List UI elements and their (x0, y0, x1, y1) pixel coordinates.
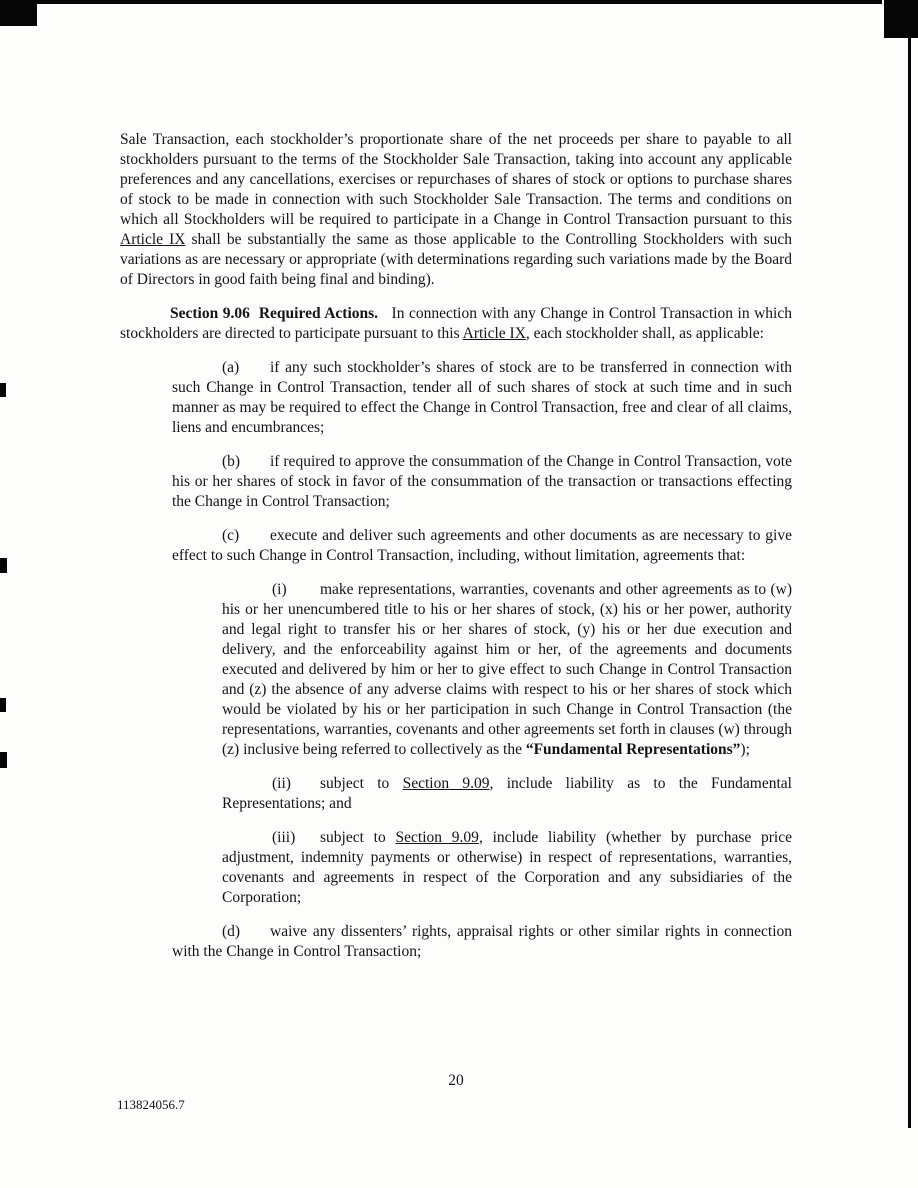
text-run: subject to (320, 829, 396, 846)
cross-reference: Article IX (120, 231, 186, 248)
item-label: (c) (222, 527, 240, 544)
text-run: make representations, warranties, covenants and other agreements as to (w) his or her unencumbered title to his or her shares of stock, (x) his or her power, authority and legal right to transfer his or her shares of stock, (y) his or her due execution and delivery, and the enforceability against him or her, of the agreements and documents executed and delivered by him or her to give effect to such Change in Control Transaction and (z) the absence of any adverse claims with respect to his or her shares of stock which would be violated by his or her participation in such Change in Control Transaction (the representations, warranties, covenants and other agreements set forth in clauses (w) through (z) inclusive being referred to collectively as the (222, 581, 792, 758)
para-item-c-i (222, 580, 792, 760)
text-run: if required to approve the consummation of the Change in Control Transaction, vote his or her shares of stock in favor of the consummation of the transaction or transactions effecting the Change in Control Transaction; (172, 453, 792, 510)
para-sale-transaction-continuation (120, 130, 792, 290)
text-run: , include liability (whether by purchase price adjustment, indemnity payments or otherwise) in respect of representations, warranties, covenants and agreements in respect of the Corporation and any subsidiaries of the Corporation; (222, 829, 792, 906)
footer-document-id: 113824056.7 (117, 1097, 185, 1112)
text-run: if any such stockholder’s shares of stock are to be transferred in connection with such Change in Control Transaction, tender all of such shares of stock at such time and in such manner as may be required to effect the Change in Control Transaction, free and clear of all claims, liens and encumbrances; (172, 359, 792, 436)
para-section-9-06-required-actions (120, 304, 792, 344)
text-run: waive any dissenters’ rights, appraisal rights or other similar rights in connection with the Change in Control Transaction; (172, 923, 792, 960)
text-run: shall be substantially the same as those applicable to the Controlling Stockholders with such variations as are necessary or appropriate (with determinations regarding such variations made by the Board of Directors in good faith being final and binding). (120, 231, 793, 288)
text-run: ); (740, 741, 750, 758)
para-item-b (172, 452, 792, 512)
para-item-a (172, 358, 792, 438)
scan-artifact-left-mark (0, 558, 7, 573)
scan-artifact-top-line (0, 0, 882, 4)
para-item-c-iii (222, 828, 792, 908)
cross-reference: Section 9.09 (395, 829, 479, 846)
item-label: (ii) (272, 775, 291, 792)
para-item-c (172, 526, 792, 566)
item-label: (d) (222, 923, 241, 940)
text-run: “Fundamental Representations” (525, 741, 741, 758)
scan-artifact-top-right (884, 0, 918, 38)
text-run: Sale Transaction, each stockholder’s proportionate share of the net proceeds per share to payable to all stockholders pursuant to the terms of the Stockholder Sale Transaction, taking into account any applicable preferences and any cancellations, exercises or repurchases of shares of stock or options to purchase shares of stock to be made in connection with such Stockholder Sale Transaction. The terms and conditions on which all Stockholders will be required to participate in a Change in Control Transaction pursuant to this (120, 131, 792, 228)
cross-reference: Section 9.09 (402, 775, 490, 792)
item-label: (a) (222, 359, 240, 376)
text-run: , include liability as to the Fundamental Representations; and (222, 775, 792, 812)
cross-reference: Article IX (462, 325, 526, 342)
scan-artifact-left-mark (0, 383, 6, 397)
scan-artifact-top-left (0, 0, 37, 26)
para-item-c-ii (222, 774, 792, 814)
document-body (120, 130, 792, 976)
scan-artifact-left-mark (0, 752, 7, 768)
text-run: Section 9.06 Required Actions. (170, 305, 379, 322)
scan-artifact-left-mark (0, 698, 6, 712)
text-run: execute and deliver such agreements and other documents as are necessary to give effect to such Change in Control Transaction, including, without limitation, agreements that: (172, 527, 792, 564)
item-label: (iii) (272, 829, 296, 846)
text-run: subject to (320, 775, 403, 792)
text-run: , each stockholder shall, as applicable: (525, 325, 764, 342)
para-item-d (172, 922, 792, 962)
text-run: In connection with any Change in Control Transaction in which stockholders are directed to participate pursuant to this (120, 305, 792, 342)
scan-artifact-right-edge (908, 26, 911, 1128)
item-label: (i) (272, 581, 287, 598)
page-number: 20 (448, 1072, 464, 1089)
item-label: (b) (222, 453, 241, 470)
